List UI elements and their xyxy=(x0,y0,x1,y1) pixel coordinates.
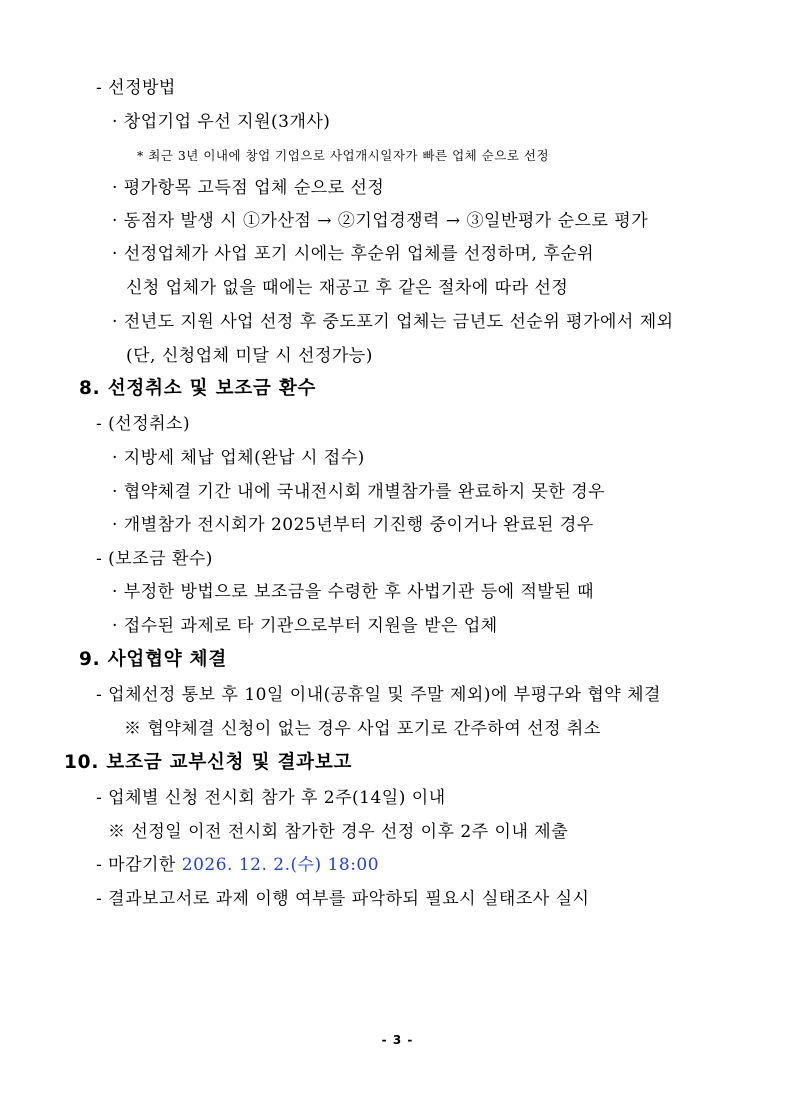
dropout-item-line2: (단, 신청업체 미달 시 선정가능) xyxy=(126,346,373,366)
section-8-heading: 8. 선정취소 및 보조금 환수 xyxy=(79,378,317,399)
deadline-value: 2026. 12. 2.(수) 18:00 xyxy=(181,855,380,875)
refund-title: - (보조금 환수) xyxy=(96,549,213,569)
cancel-item: · 협약체결 기간 내에 국내전시회 개별참가를 완료하지 못한 경우 xyxy=(112,482,606,502)
subsidy-item-period: - 업체별 신청 전시회 참가 후 2주(14일) 이내 xyxy=(96,788,446,808)
agreement-note: ※ 협약체결 신청이 없는 경우 사업 포기로 간주하여 선정 취소 xyxy=(124,719,601,739)
tie-rule-item: · 동점자 발생 시 ①가산점 → ②기업경쟁력 → ③일반평가 순으로 평가 xyxy=(112,211,649,231)
deadline-item xyxy=(96,854,379,876)
startup-priority-item: · 창업기업 우선 지원(3개사) xyxy=(112,112,331,132)
startup-priority-note: * 최근 3년 이내에 창업 기업으로 사업개시일자가 빠른 업체 순으로 선정 xyxy=(137,148,550,163)
cancel-item: · 개별참가 전시회가 2025년부터 기진행 중이거나 완료된 경우 xyxy=(112,515,594,535)
high-score-item: · 평가항목 고득점 업체 순으로 선정 xyxy=(112,178,385,198)
refund-item: · 접수된 과제로 타 기관으로부터 지원을 받은 업체 xyxy=(112,616,498,636)
page-number: - 3 - xyxy=(381,1033,414,1047)
section-10-heading: 10. 보조금 교부신청 및 결과보고 xyxy=(64,752,353,773)
cancel-item: · 지방세 체납 업체(완납 시 접수) xyxy=(112,448,365,468)
agreement-item: - 업체선정 통보 후 10일 이내(공휴일 및 주말 제외)에 부평구와 협약 체결 xyxy=(96,685,661,705)
waiver-item-line2: 신청 업체가 없을 때에는 재공고 후 같은 절차에 따라 선정 xyxy=(126,278,569,298)
refund-item: · 부정한 방법으로 보조금을 수령한 후 사법기관 등에 적발된 때 xyxy=(112,582,595,602)
cancel-title: - (선정취소) xyxy=(96,414,191,434)
result-report-item: - 결과보고서로 과제 이행 여부를 파악하되 필요시 실태조사 실시 xyxy=(96,889,590,909)
section-9-heading: 9. 사업협약 체결 xyxy=(79,649,228,670)
dropout-item-line1: · 전년도 지원 사업 선정 후 중도포기 업체는 금년도 선순위 평가에서 제외 xyxy=(112,312,674,332)
selection-method-title: - 선정방법 xyxy=(96,78,176,98)
waiver-item-line1: · 선정업체가 사업 포기 시에는 후순위 업체를 선정하며, 후순위 xyxy=(112,244,595,264)
subsidy-note: ※ 선정일 이전 전시회 참가한 경우 선정 이후 2주 이내 제출 xyxy=(108,822,569,842)
deadline-label: - 마감기한 xyxy=(96,855,182,875)
